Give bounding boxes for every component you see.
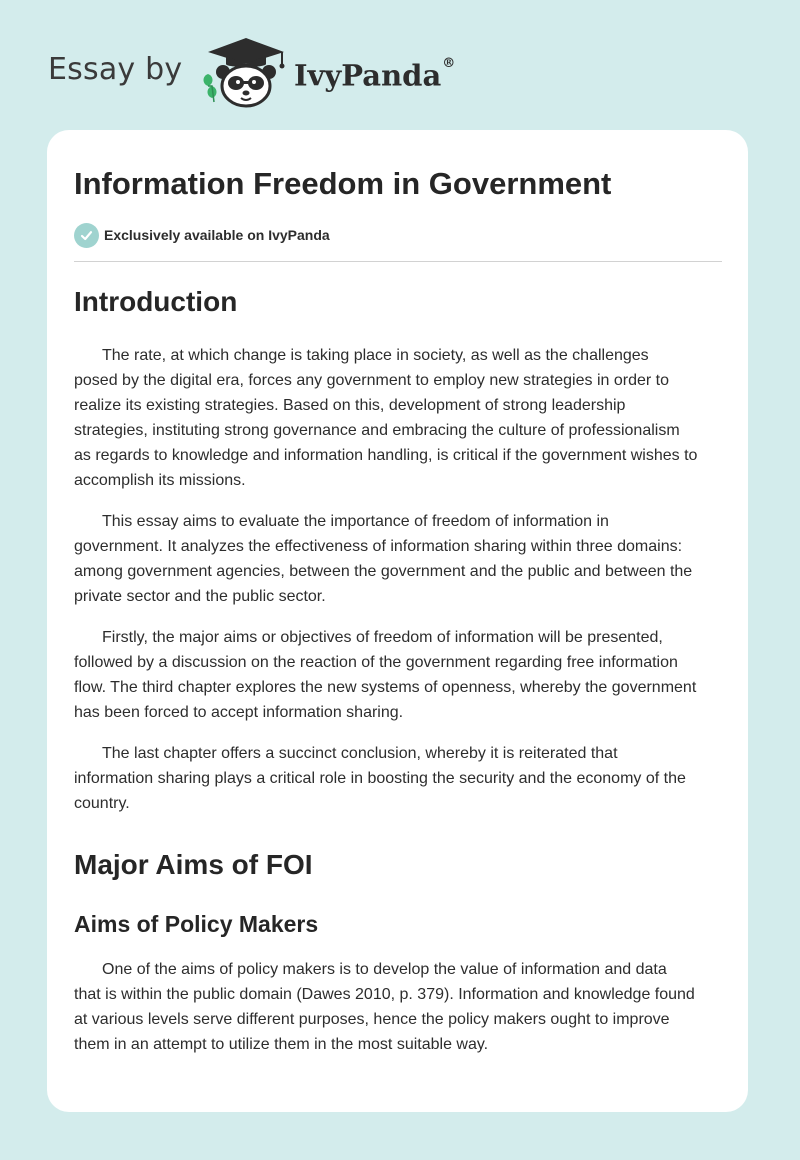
essay-by-label: Essay by (48, 52, 183, 87)
brand-text: IvyPanda (294, 58, 442, 93)
check-icon (74, 223, 99, 248)
essay-card (47, 130, 748, 1112)
section-heading-introduction: Introduction (74, 286, 238, 317)
ivy-leaf-icon (204, 74, 217, 102)
exclusive-badge-text: Exclusively available on IvyPanda (104, 227, 330, 243)
essay-content (74, 279, 724, 1057)
brand-name[interactable] (294, 52, 455, 96)
site-header (0, 0, 800, 130)
title-divider (74, 261, 722, 262)
ivypanda-logo-icon[interactable] (198, 34, 294, 110)
paragraph: The rate, at which change is taking place in society, as well as the challenges posed by the digital era, forces any government to employ new strategies in order to realize its existing strategies. Based on this, development of strong leadership strategies, instituting strong governance and embracing the culture of professionalism as regards to knowledge and information handling, is critical if the government wishes to accomplish its missions. (74, 347, 698, 489)
paragraph: One of the aims of policy makers is to develop the value of information and data that is within the public domain (Dawes 2010, p. 379). Information and knowledge found at various levels serve different purposes, hence the policy makers ought to improve them in an attempt to utilize them in the most suitable way. (74, 961, 695, 1053)
paragraph: The last chapter offers a succinct conclusion, whereby it is reiterated that information sharing plays a critical role in boosting the security and the economy of the country. (74, 745, 686, 812)
registered-mark: ® (442, 56, 456, 71)
paragraph: Firstly, the major aims or objectives of freedom of information will be presented, followed by a discussion on the reaction of the government regarding free information flow. The third chapter explores the new systems of openness, whereby the government has been forced to accept information sharing. (74, 629, 697, 721)
subsection-heading-policy-makers: Aims of Policy Makers (74, 911, 319, 937)
paragraph: This essay aims to evaluate the importance of freedom of information in government. It analyzes the effectiveness of information sharing within three domains: among government agencies, between the government and the public and between the private sector and the public sector. (74, 513, 693, 605)
essay-title: Information Freedom in Government (74, 166, 612, 201)
exclusive-badge (74, 222, 330, 248)
section-heading-major-aims: Major Aims of FOI (74, 849, 313, 880)
